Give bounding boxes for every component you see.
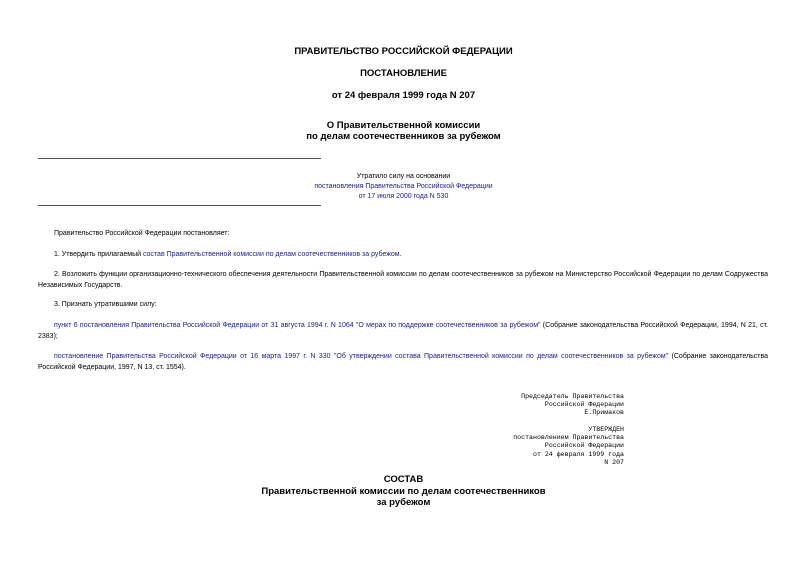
- document-type-heading: ПОСТАНОВЛЕНИЕ: [360, 68, 447, 79]
- government-heading: ПРАВИТЕЛЬСТВО РОССИЙСКОЙ ФЕДЕРАЦИИ: [294, 46, 513, 57]
- divider-top: [38, 158, 321, 159]
- approval-title: УТВЕРЖДЕН: [588, 426, 624, 433]
- approval-date: от 24 февраля 1999 года: [532, 450, 624, 458]
- repeal2-suffix: (Собрание законодательства Российской Федерации, 1997, N 13, ст. 1554).: [38, 353, 768, 371]
- approval-line2: постановлением Правительства: [513, 434, 624, 442]
- repeal1-suffix: (Собрание законодательства Российской Федерации, 1994, N 21, ст. 2383);: [38, 322, 768, 340]
- lost-force-note: Утратило силу на основании: [356, 173, 451, 180]
- document-title-line2: по делам соотечественников за рубежом: [306, 131, 501, 142]
- repeal1-paragraph: [38, 321, 768, 342]
- repeal1-link[interactable]: пункт 6 постановления Правительства Российской Федерации от 31 августа 1994 г. N 1064 "О мерах по поддержке соотечественников за рубежом": [54, 322, 541, 329]
- lost-force-link-date[interactable]: от 17 июля 2000 года N 530: [358, 193, 449, 200]
- composition-heading: СОСТАВ: [383, 474, 424, 485]
- signature-name: Е.Примаков: [584, 409, 624, 417]
- composition-subheading-line2: за рубежом: [376, 497, 431, 508]
- approval-number: N 207: [604, 458, 624, 466]
- intro-paragraph: Правительство Российской Федерации постановляет:: [54, 230, 230, 237]
- divider-bottom: [38, 205, 321, 206]
- item1-paragraph: [54, 250, 784, 261]
- signature-block: [521, 393, 624, 418]
- item1-prefix: 1. Утвердить прилагаемый: [54, 251, 143, 258]
- signature-position: Председатель Правительства: [521, 393, 624, 400]
- lost-force-link[interactable]: постановления Правительства Российской Федерации: [314, 183, 493, 190]
- approval-line3: Российской Федерации: [544, 442, 624, 450]
- item2-paragraph: 2. Возложить функции организационно-технического обеспечения деятельности Правительственной комиссии по делам соотечественников за рубежом на Министерство Российской Федерации по делам Содружества Независимых Государств.: [38, 271, 768, 289]
- repeal2-paragraph: [38, 352, 768, 373]
- item3-paragraph: 3. Признать утратившими силу:: [54, 301, 157, 308]
- document-title-line1: О Правительственной комиссии: [326, 120, 481, 131]
- composition-subheading-line1: Правительственной комиссии по делам соотечественников: [261, 486, 546, 497]
- composition-link[interactable]: состав Правительственной комиссии по делам соотечественников за рубежом: [142, 251, 400, 258]
- signature-country: Российской Федерации: [544, 401, 624, 409]
- item1-suffix: .: [399, 251, 402, 258]
- document-date-number: от 24 февраля 1999 года N 207: [331, 90, 476, 101]
- approval-block: [513, 426, 624, 467]
- lost-force-link-line2[interactable]: [300, 191, 507, 202]
- repeal2-link[interactable]: постановление Правительства Российской Федерации от 16 марта 1997 г. N 330 "Об утверждении состава Правительственной комиссии по делам соотечественников за рубежом": [54, 353, 669, 360]
